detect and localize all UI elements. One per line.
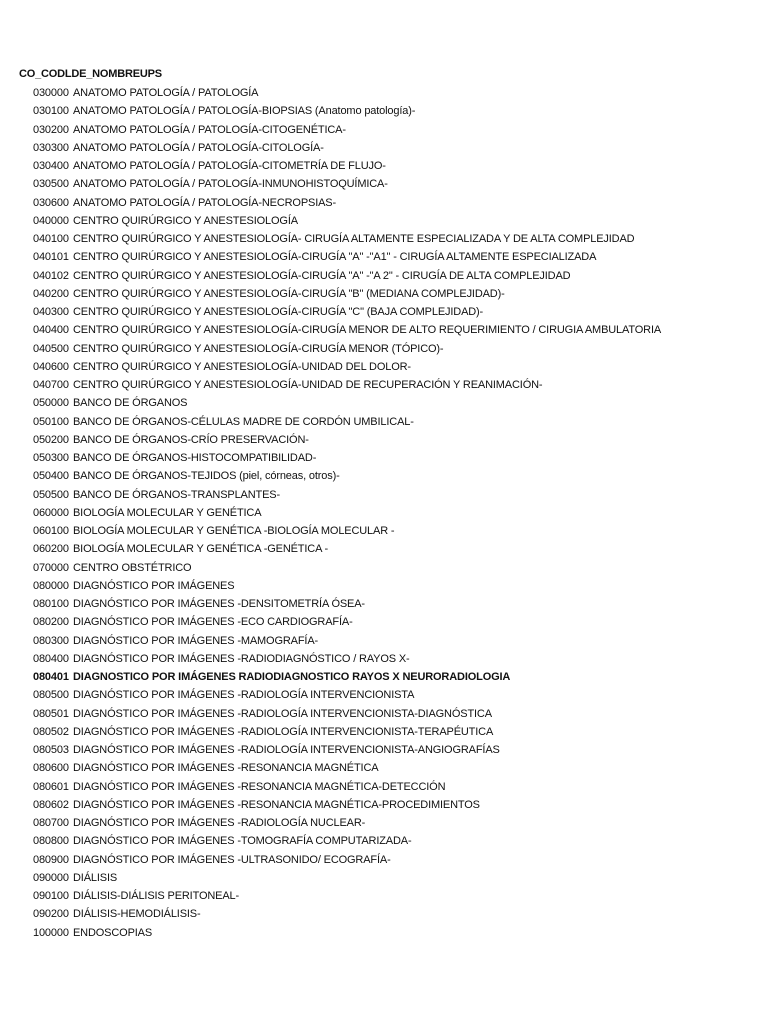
- ups-code: 080100: [33, 598, 69, 610]
- ups-code: 070000: [33, 561, 69, 574]
- list-item: [33, 632, 678, 650]
- ups-name: ANATOMO PATOLOGÍA / PATOLOGÍA-CITOLOGÍA-: [73, 141, 324, 154]
- column-header: CO_CODLDE_NOMBREUPS: [19, 68, 162, 80]
- ups-code: 080300: [33, 634, 69, 647]
- list-item: [33, 851, 678, 869]
- ups-code: 080700: [33, 817, 69, 829]
- ups-name: DIAGNÓSTICO POR IMÁGENES -RESONANCIA MAGNÉTICA-DETECCIÓN: [73, 780, 446, 793]
- ups-code: 040600: [33, 360, 69, 373]
- ups-code: 030500: [33, 178, 69, 191]
- list-item: [33, 102, 678, 120]
- ups-name: ANATOMO PATOLOGÍA / PATOLOGÍA-INMUNOHISTOQUÍMICA-: [73, 178, 388, 191]
- ups-name: DIAGNÓSTICO POR IMÁGENES -RADIOLOGÍA INTERVENCIONISTA: [73, 689, 415, 702]
- ups-code: 050500: [33, 488, 69, 501]
- ups-name: CENTRO QUIRÚRGICO Y ANESTESIOLOGÍA-UNIDAD DE RECUPERACIÓN Y REANIMACIÓN-: [73, 379, 543, 391]
- list-item: [33, 175, 678, 193]
- ups-name: DIAGNÓSTICO POR IMÁGENES -TOMOGRAFÍA COMPUTARIZADA-: [73, 835, 412, 848]
- ups-name: CENTRO QUIRÚRGICO Y ANESTESIOLOGÍA-UNIDAD DEL DOLOR-: [73, 360, 411, 373]
- ups-code: 050000: [33, 397, 69, 410]
- ups-name: CENTRO QUIRÚRGICO Y ANESTESIOLOGÍA-CIRUGÍA "B" (MEDIANA COMPLEJIDAD)-: [73, 287, 505, 300]
- list-item: [33, 84, 678, 102]
- ups-code: 080501: [33, 707, 69, 720]
- ups-code: 030000: [33, 87, 69, 99]
- ups-code: 080800: [33, 835, 69, 848]
- ups-code: 030600: [33, 196, 69, 209]
- ups-name: BIOLOGÍA MOLECULAR Y GENÉTICA: [73, 506, 262, 519]
- list-item: [33, 248, 678, 266]
- ups-code: 040102: [33, 269, 69, 282]
- list-item: [33, 869, 678, 887]
- ups-code: 050400: [33, 470, 69, 483]
- ups-code: 040700: [33, 379, 69, 391]
- list-item: [33, 613, 678, 631]
- ups-code: 090100: [33, 890, 69, 902]
- list-item: [33, 449, 678, 467]
- ups-name: DIAGNÓSTICO POR IMÁGENES -RESONANCIA MAGNÉTICA: [73, 762, 379, 775]
- list-item: [33, 522, 678, 540]
- ups-code: 060200: [33, 543, 69, 556]
- list-item: [33, 723, 678, 741]
- list-item: [33, 321, 678, 339]
- ups-code: 050300: [33, 452, 69, 464]
- ups-code: 030200: [33, 123, 69, 136]
- ups-name: CENTRO OBSTÉTRICO: [73, 561, 192, 574]
- list-item: [33, 887, 678, 905]
- ups-name: CENTRO QUIRÚRGICO Y ANESTESIOLOGÍA: [73, 214, 298, 227]
- ups-code: 080602: [33, 798, 69, 811]
- list-item: [33, 924, 678, 942]
- ups-name: CENTRO QUIRÚRGICO Y ANESTESIOLOGÍA-CIRUGÍA MENOR (TÓPICO)-: [73, 342, 444, 355]
- ups-code: 040100: [33, 233, 69, 245]
- ups-code: 030100: [33, 105, 69, 118]
- list-item: [33, 358, 678, 376]
- ups-code: 080601: [33, 780, 69, 793]
- ups-code: 080600: [33, 762, 69, 775]
- ups-code: 100000: [33, 926, 69, 939]
- ups-code: 080900: [33, 853, 69, 866]
- ups-name: ANATOMO PATOLOGÍA / PATOLOGÍA-NECROPSIAS-: [73, 196, 337, 209]
- list-item: [33, 759, 678, 777]
- ups-name: DIÁLISIS-HEMODIÁLISIS-: [73, 908, 201, 921]
- ups-code: 050200: [33, 433, 69, 446]
- ups-name: DIAGNÓSTICO POR IMÁGENES -ECO CARDIOGRAFÍA-: [73, 616, 353, 629]
- list-item: [33, 212, 678, 230]
- list-item: [33, 413, 678, 431]
- ups-name: ANATOMO PATOLOGÍA / PATOLOGÍA: [73, 87, 259, 99]
- list-item: [33, 267, 678, 285]
- ups-name: BANCO DE ÓRGANOS-CÉLULAS MADRE DE CORDÓN UMBILICAL-: [73, 415, 414, 428]
- ups-code: 040400: [33, 324, 69, 337]
- ups-code: 080000: [33, 579, 69, 592]
- ups-code: 040101: [33, 251, 69, 264]
- ups-code: 060100: [33, 525, 69, 537]
- list-item: [33, 814, 678, 832]
- list-item: [33, 796, 678, 814]
- list-item: [33, 832, 678, 850]
- list-item: [33, 668, 678, 686]
- ups-name: DIAGNÓSTICO POR IMÁGENES -RADIOLOGÍA INTERVENCIONISTA-TERAPÉUTICA: [73, 725, 494, 738]
- list-item: [33, 340, 678, 358]
- list-item: [33, 121, 678, 139]
- ups-list: [33, 84, 678, 942]
- ups-code: 090200: [33, 908, 69, 921]
- ups-code: 040500: [33, 342, 69, 355]
- list-item: [33, 376, 678, 394]
- ups-name: BANCO DE ÓRGANOS-HISTOCOMPATIBILIDAD-: [73, 452, 317, 464]
- ups-code: 090000: [33, 871, 69, 884]
- list-item: [33, 650, 678, 668]
- ups-name: DIAGNÓSTICO POR IMÁGENES -RADIOLOGÍA INTERVENCIONISTA-DIAGNÓSTICA: [73, 707, 492, 720]
- ups-name: BIOLOGÍA MOLECULAR Y GENÉTICA -BIOLOGÍA MOLECULAR -: [73, 525, 395, 537]
- ups-name: ANATOMO PATOLOGÍA / PATOLOGÍA-CITOMETRÍA DE FLUJO-: [73, 160, 386, 172]
- list-item: [33, 741, 678, 759]
- list-item: [33, 467, 678, 485]
- ups-code: 050100: [33, 415, 69, 428]
- ups-name: DIAGNÓSTICO POR IMÁGENES -RESONANCIA MAGNÉTICA-PROCEDIMIENTOS: [73, 798, 480, 811]
- ups-name: BANCO DE ÓRGANOS-TEJIDOS (piel, córneas, otros)-: [73, 470, 340, 483]
- list-item: [33, 230, 678, 248]
- list-item: [33, 431, 678, 449]
- list-item: [33, 577, 678, 595]
- list-item: [33, 139, 678, 157]
- ups-code: 040300: [33, 306, 69, 318]
- ups-name: DIAGNÓSTICO POR IMÁGENES -DENSITOMETRÍA ÓSEA-: [73, 598, 365, 610]
- ups-code: 080401: [33, 671, 69, 683]
- ups-code: 080200: [33, 616, 69, 629]
- ups-name: DIAGNÓSTICO POR IMÁGENES: [73, 579, 235, 592]
- list-item: [33, 686, 678, 704]
- ups-name: BANCO DE ÓRGANOS-CRÍO PRESERVACIÓN-: [73, 433, 309, 446]
- ups-name: DIAGNOSTICO POR IMÁGENES RADIODIAGNOSTICO RAYOS X NEURORADIOLOGIA: [73, 671, 511, 683]
- list-item: [33, 504, 678, 522]
- ups-name: BIOLOGÍA MOLECULAR Y GENÉTICA -GENÉTICA -: [73, 543, 329, 556]
- ups-code: 030400: [33, 160, 69, 172]
- ups-name: ANATOMO PATOLOGÍA / PATOLOGÍA-CITOGENÉTICA-: [73, 123, 346, 136]
- list-item: [33, 595, 678, 613]
- ups-name: DIAGNÓSTICO POR IMÁGENES -RADIODIAGNÓSTICO / RAYOS X-: [73, 652, 410, 665]
- list-item: [33, 705, 678, 723]
- list-item: [33, 194, 678, 212]
- ups-name: BANCO DE ÓRGANOS: [73, 397, 188, 410]
- ups-code: 080502: [33, 725, 69, 738]
- ups-code: 080503: [33, 744, 69, 756]
- list-item: [33, 905, 678, 923]
- list-item: [33, 778, 678, 796]
- ups-code: 080400: [33, 652, 69, 665]
- ups-name: ANATOMO PATOLOGÍA / PATOLOGÍA-BIOPSIAS (Anatomo patología)-: [73, 105, 416, 118]
- list-item: [33, 394, 678, 412]
- ups-name: DIÁLISIS: [73, 871, 118, 884]
- list-item: [33, 486, 678, 504]
- ups-name: CENTRO QUIRÚRGICO Y ANESTESIOLOGÍA-CIRUGÍA MENOR DE ALTO REQUERIMIENTO / CIRUGIA AMBULATORIA: [73, 324, 662, 337]
- ups-name: ENDOSCOPIAS: [73, 926, 153, 939]
- list-item: [33, 540, 678, 558]
- ups-code: 060000: [33, 506, 69, 519]
- ups-name: DIAGNÓSTICO POR IMÁGENES -MAMOGRAFÍA-: [73, 634, 319, 647]
- list-item: [33, 285, 678, 303]
- ups-code: 040200: [33, 287, 69, 300]
- list-item: [33, 157, 678, 175]
- ups-name: CENTRO QUIRÚRGICO Y ANESTESIOLOGÍA-CIRUGÍA "A" -"A1" - CIRUGÍA ALTAMENTE ESPECIALIZADA: [73, 251, 597, 264]
- ups-name: DIAGNÓSTICO POR IMÁGENES -RADIOLOGÍA NUCLEAR-: [73, 817, 366, 829]
- ups-name: CENTRO QUIRÚRGICO Y ANESTESIOLOGÍA-CIRUGÍA "C" (BAJA COMPLEJIDAD)-: [73, 306, 484, 318]
- ups-code: 030300: [33, 141, 69, 154]
- list-item: [33, 559, 678, 577]
- ups-code: 080500: [33, 689, 69, 702]
- ups-name: CENTRO QUIRÚRGICO Y ANESTESIOLOGÍA-CIRUGÍA "A" -"A 2" - CIRUGÍA DE ALTA COMPLEJIDAD: [73, 269, 571, 282]
- ups-name: DIÁLISIS-DIÁLISIS PERITONEAL-: [73, 890, 239, 902]
- ups-code: 040000: [33, 214, 69, 227]
- list-item: [33, 303, 678, 321]
- ups-name: DIAGNÓSTICO POR IMÁGENES -RADIOLOGÍA INTERVENCIONISTA-ANGIOGRAFÍAS: [73, 744, 500, 756]
- ups-name: BANCO DE ÓRGANOS-TRANSPLANTES-: [73, 488, 280, 501]
- ups-name: CENTRO QUIRÚRGICO Y ANESTESIOLOGÍA- CIRUGÍA ALTAMENTE ESPECIALIZADA Y DE ALTA COMPLEJIDAD: [73, 233, 635, 245]
- ups-name: DIAGNÓSTICO POR IMÁGENES -ULTRASONIDO/ ECOGRAFÍA-: [73, 853, 391, 866]
